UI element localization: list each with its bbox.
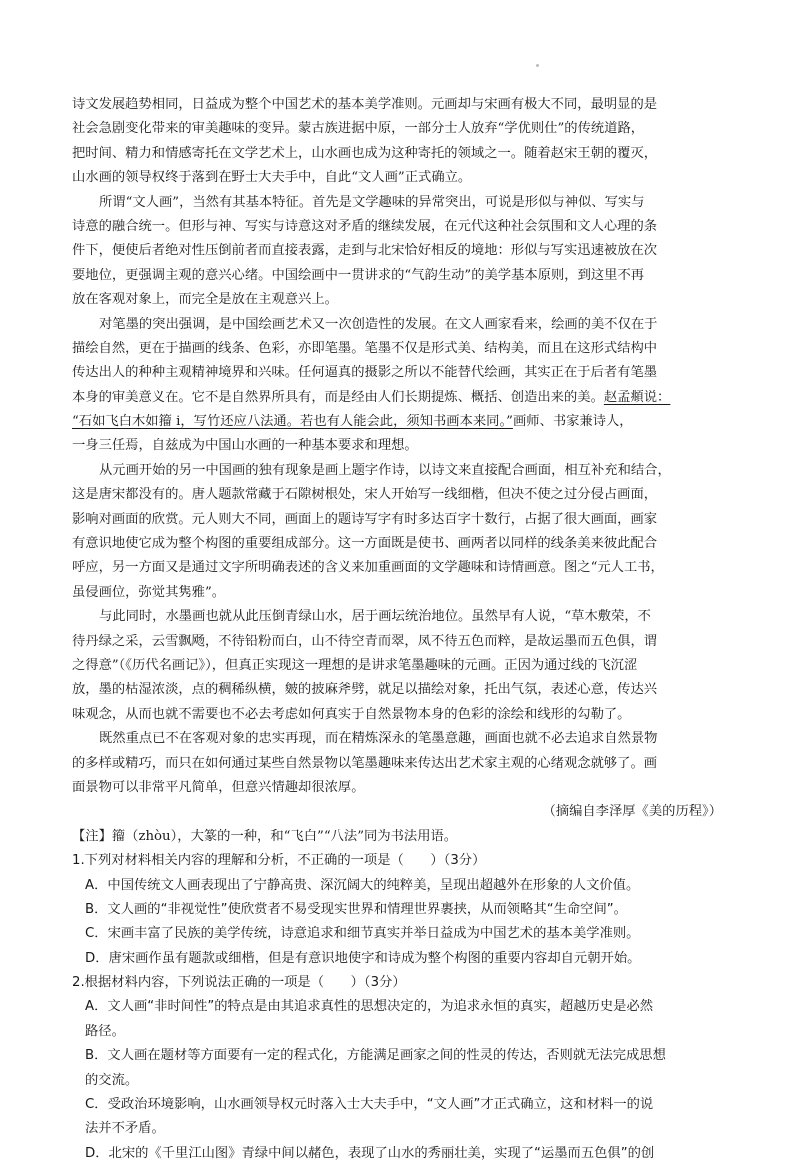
article-paragraph — [72, 605, 724, 727]
text-line: 虽侵画位，弥觉其隽雅”。 — [72, 584, 226, 600]
text-line: 面景物可以非常平凡简单，但意兴情趣却很浓厚。 — [72, 779, 365, 795]
document-page — [72, 93, 724, 1166]
article-body — [72, 93, 724, 800]
text-line: 传达出人的种种主观精神境界和兴味。任何逼真的摄影之所以不能替代绘画，其实正在于后者有笔墨 — [72, 365, 658, 381]
text-line: 从元画开始的另一中国画的独有现象是画上题字作诗，以诗文来直接配合画面，相互补充和结合， — [99, 462, 671, 478]
text-line: 对笔墨的突出强调，是中国绘画艺术又一次创造性的发展。在文人画家看来，绘画的美不仅在于 — [99, 316, 658, 332]
text-line: 放在客观对象上，而完全是放在主观意兴上。 — [72, 292, 338, 308]
annotation-note: 【注】籀（zhòu），大篆的一种，和“飞白”“八法”同为书法用语。 — [72, 828, 458, 844]
question-2 — [72, 971, 724, 1166]
article-paragraph — [72, 191, 724, 313]
option-c: C．受政治环境影响，山水画领导权元时落入士大夫手中，“文人画”才正式确立，这和材料一的说 — [85, 1097, 654, 1113]
text-line: 待丹绿之采，云雪飘飏，不待铅粉而白，山不待空青而翠，凤不待五色而粹，是故运墨而五色俱，谓 — [72, 633, 658, 649]
text-line: 之得意”（《历代名画记》），但真正实现这一理想的是讲求笔墨趣味的元画。正因为通过线的飞沉涩 — [72, 657, 638, 673]
option-c: 法并不矛盾。 — [85, 1121, 165, 1137]
option-b: B．文人画的“非视觉性”使欣赏者不易受现实世界和情理世界裹挟，从而领略其“生命空间”。 — [85, 901, 627, 917]
underlined-quote: “石如飞白木如籀 i，写竹还应八法通。若也有人能会此，须知书画本来同。” — [72, 414, 513, 430]
question-list — [72, 849, 724, 1166]
article-paragraph — [72, 93, 724, 191]
text-line: 要地位，更强调主观的意兴心绪。中国绘画中一贯讲求的“气韵生动”的美学基本原则，到这里不再 — [72, 267, 645, 283]
text-line — [72, 386, 724, 410]
text-line: 的多样或精巧，而只在如何通过某些自然景物以笔墨趣味来传达出艺术家主观的心绪观念就够了。画 — [72, 755, 658, 771]
source-citation: （摘编自李泽厚《美的历程》） — [542, 804, 722, 820]
text-line: 既然重点已不在客观对象的忠实再现，而在精炼深永的笔墨意趣，画面也就不必去追求自然景物 — [99, 731, 658, 747]
option-a: A．文人画“非时间性”的特点是由其追求真性的思想决定的，为追求永恒的真实，超越历史是必然 — [85, 999, 654, 1015]
question-stem: 2.根据材料内容，下列说法正确的一项是（ ）（3分） — [72, 975, 406, 991]
option-d: D．唐宋画作虽有题款或细楷，但是有意识地使字和诗成为整个构图的重要内容却自元朝开始。 — [85, 950, 641, 966]
text-line: 诗意的融合统一。但形与神、写实与诗意这对矛盾的继续发展，在元代这种社会氛围和文人心理的条 — [72, 218, 658, 234]
option-d: D．北宋的《千里江山图》青绿中间以赭色，表现了山水的秀丽壮美，实现了“运墨而五色俱”的创 — [85, 1145, 655, 1161]
option-a: A．中国传统文人画表现出了宁静高贵、深沉阔大的纯粹美，呈现出超越外在形象的人文价值。 — [85, 877, 640, 893]
article-paragraph — [72, 727, 724, 800]
text-line: 诗文发展趋势相同，日益成为整个中国艺术的基本美学准则。元画却与宋画有极大不同，最明显的是 — [72, 97, 658, 112]
option-b: B．文人画在题材等方面要有一定的程式化，方能满足画家之间的性灵的传达，否则就无法完成思想 — [85, 1048, 666, 1064]
text-line: 把时间、精力和情感寄托在文学艺术上，山水画也成为这种寄托的领域之一。随着赵宋王朝的覆灭， — [72, 145, 658, 161]
text-line: 影响对画面的欣赏。元人则大不同，画面上的题诗写字有时多达百字十数行，占据了很大画面，画家 — [72, 511, 658, 527]
option-b: 的交流。 — [85, 1072, 139, 1088]
underlined-quote: 赵孟頫说： — [603, 389, 671, 405]
option-a: 路径。 — [85, 1023, 125, 1039]
question-1 — [72, 849, 724, 971]
text-line: 描绘自然，更在于描画的线条、色彩，亦即笔墨。笔墨不仅是形式美、结构美，而且在这形式结构中 — [72, 340, 658, 356]
option-c: C．宋画丰富了民族的美学传统，诗意追求和细节真实并举日益成为中国艺术的基本美学准则。 — [85, 926, 640, 942]
text-line: 这是唐宋都没有的。唐人题款常藏于石隙树根处，宋人开始写一线细楷，但决不使之过分侵占画面， — [72, 487, 658, 503]
text-line: 一身三任焉，自兹成为中国山水画的一种基本要求和理想。 — [72, 438, 418, 454]
text-line: 件下，便使后者绝对性压倒前者而直接表露，走到与北宋恰好相反的境地：形似与写实迅速被放在次 — [72, 243, 658, 259]
text-line: 所谓“文人画”，当然有其基本特征。首先是文学趣味的异常突出，可说是形似与神似、写实与 — [99, 194, 645, 210]
article-paragraph — [72, 313, 724, 459]
text-line: 呼应，另一方面又是通过文字所明确表述的含义来加重画面的文学趣味和诗情画意。图之“元人工书， — [72, 560, 664, 576]
text-line: 放，墨的枯湿浓淡，点的稠稀纵横，皴的披麻斧劈，就足以描绘对象，托出气氛，表述心意，传达兴 — [72, 682, 658, 698]
scan-dot — [536, 64, 539, 67]
text-line: 有意识地使它成为整个构图的重要组成部分。这一方面既是使书、画两者以同样的线条美来彼此配合 — [72, 536, 658, 552]
text-line: 山水画的领导权终于落到在野士大夫手中，自此“文人画”正式确立。 — [72, 170, 472, 186]
text-line: 社会急剧变化带来的审美趣味的变异。蒙古族进据中原，一部分士人放弃“学优则仕”的传统道路， — [72, 121, 645, 137]
text-run: 本身的审美意义在。它不是自然界所具有，而是经由人们长期提炼、概括、创造出来的美。 — [72, 389, 604, 405]
article-paragraph — [72, 459, 724, 605]
text-run: 画师、书家兼诗人， — [512, 414, 633, 430]
text-line: 与此同时，水墨画也就从此压倒青绿山水，居于画坛统治地位。虽然早有人说，“草木敷荣，不 — [99, 609, 651, 625]
text-line: 味观念，从而也就不需要也不必去考虑如何真实于自然景物本身的色彩的涂绘和线形的勾勒了。 — [72, 706, 631, 722]
text-line — [72, 410, 724, 434]
question-stem: 1.下列对材料相关内容的理解和分析，不正确的一项是（ ）（3分） — [72, 853, 486, 869]
